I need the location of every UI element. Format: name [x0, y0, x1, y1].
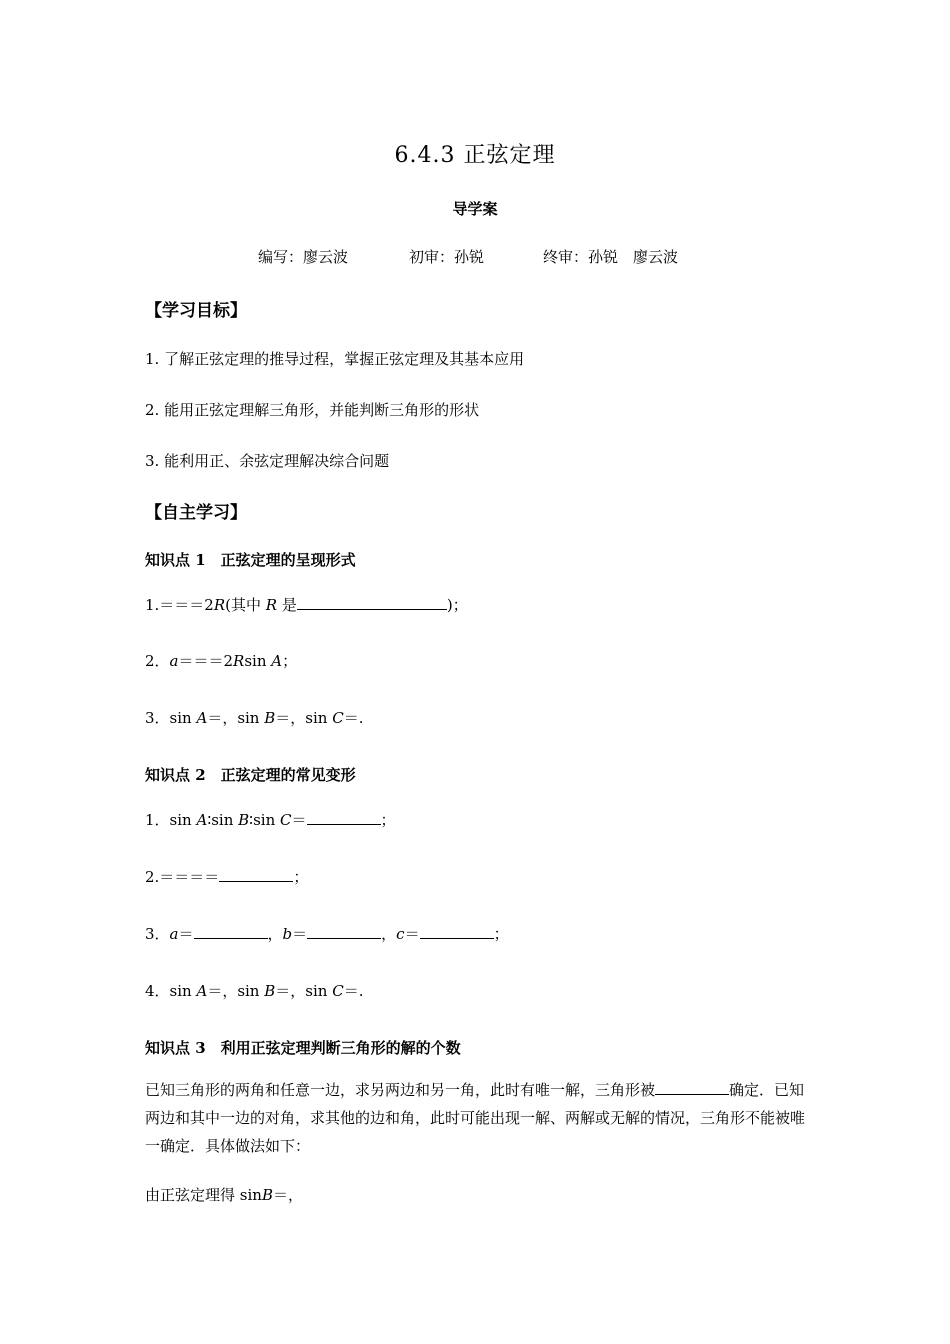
kp2-title: 知识点 2 正弦定理的常见变形 [145, 766, 356, 784]
goal-item: 1. 了解正弦定理的推导过程，掌握正弦定理及其基本应用 [145, 350, 525, 368]
kp2-line-2: 2.＝＝＝＝ ； [145, 868, 309, 886]
fill-blank[interactable] [194, 924, 268, 939]
kp1-line-3: 3．sin A＝，sin B＝，sin C＝. [145, 709, 364, 727]
goals-heading: 【学习目标】 [145, 301, 247, 321]
kp2-line-1: 1．sin A∶sin B∶sin C＝ ； [145, 811, 396, 829]
fill-blank[interactable] [307, 924, 381, 939]
fill-blank[interactable] [420, 924, 494, 939]
self-study-heading: 【自主学习】 [145, 503, 247, 523]
goal-item: 3. 能利用正、余弦定理解决综合问题 [145, 452, 390, 470]
fill-blank[interactable] [655, 1080, 729, 1095]
fill-blank[interactable] [307, 810, 381, 825]
goal-item: 2. 能用正弦定理解三角形，并能判断三角形的形状 [145, 401, 480, 419]
page-subtitle: 导学案 [452, 200, 498, 218]
page-title: 6.4.3 正弦定理 [394, 143, 556, 168]
kp2-line-3: 3．a＝ ，b＝ ，c＝ ； [145, 925, 509, 943]
kp2-line-4: 4．sin A＝，sin B＝，sin C＝. [145, 982, 364, 1000]
credit-final-review: 终审：孙锐 廖云波 [543, 248, 679, 266]
credit-first-review: 初审：孙锐 [409, 248, 485, 266]
kp3-line-2: 由正弦定理得 sinB＝， [145, 1186, 303, 1204]
credit-editor: 编写：廖云波 [258, 248, 349, 266]
credits [258, 246, 678, 267]
kp3-paragraph: 已知三角形的两角和任意一边，求另两边和另一角，此时有唯一解，三角形被 确定．已知两边和其中一边的对角，求其他的边和角，此时可能出现一解、两解或无解的情况，三角形不能被唯一确定．具体做法如下： [145, 1081, 806, 1155]
fill-blank[interactable] [297, 595, 447, 610]
kp3-title: 知识点 3 利用正弦定理判断三角形的解的个数 [145, 1039, 461, 1057]
fill-blank[interactable] [219, 867, 293, 882]
kp1-line-2: 2．a＝＝＝2Rsin A； [145, 652, 298, 670]
kp1-title: 知识点 1 正弦定理的呈现形式 [145, 551, 356, 569]
kp1-line-1: 1.＝＝＝2R(其中 R 是 )； [145, 596, 468, 614]
